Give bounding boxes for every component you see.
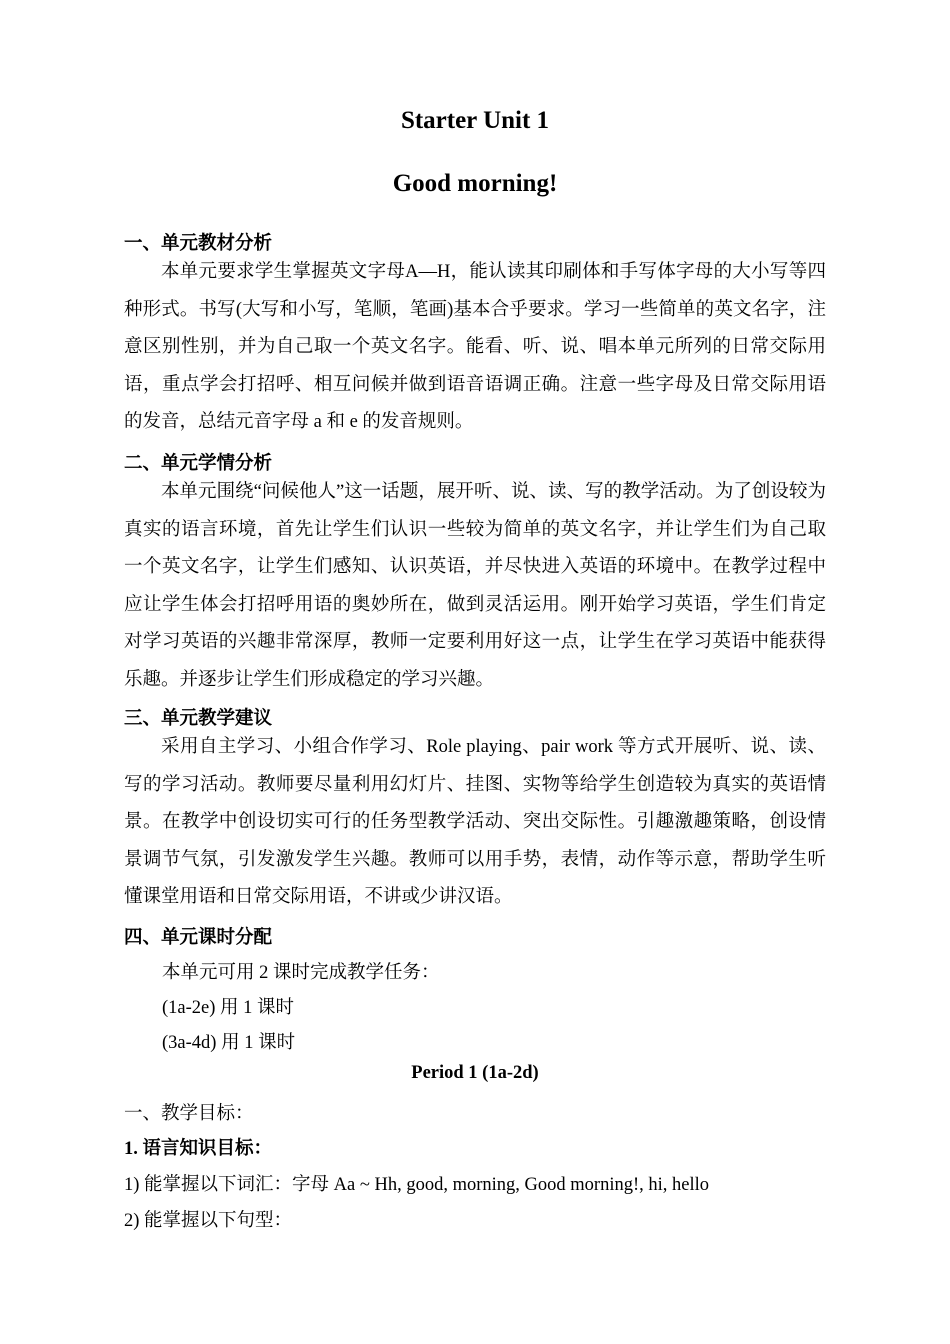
- section-paragraph-3: 采用自主学习、小组合作学习、Role playing、pair work 等方式开展听、说、读、写的学习活动。教师要尽量利用幻灯片、挂图、实物等给学生创造较为真实的英语情景。在教学中创设切实可行的任务型教学活动、突出交际性。引趣激趣策略，创设情景调节气氛，引发激发学生兴趣。教师可以用手势，表情，动作等示意，帮助学生听懂课堂用语和日常交际用语，不讲或少讲汉语。: [124, 737, 826, 907]
- schedule-line-2: (1a-2e) 用 1 课时: [162, 998, 295, 1018]
- document-title: Starter Unit 1: [400, 107, 550, 134]
- section-paragraph-2: 本单元围绕“问候他人”这一话题，展开听、说、读、写的教学活动。为了创设较为真实的语言环境，首先让学生们认识一些较为简单的英文名字，并让学生们为自己取一个英文名字，让学生们感知、认识英语，并尽快进入英语的环境中。在教学过程中应让学生体会打招呼用语的奥妙所在，做到灵活运用。刚开始学习英语，学生们肯定对学习英语的兴趣非常深厚，教师一定要利用好这一点，让学生在学习英语中能获得乐趣。并逐步让学生们形成稳定的学习兴趣。: [124, 482, 826, 690]
- section-paragraph-1: 本单元要求学生掌握英文字母A—H，能认读其印刷体和手写体字母的大小写等四种形式。书写(大写和小写，笔顺，笔画)基本合乎要求。学习一些简单的英文名字，注意区别性别，并为自己取一个英文名字。能看、听、说、唱本单元所列的日常交际用语，重点学会打招呼、相互问候并做到语音语调正确。注意一些字母及日常交际用语的发音，总结元音字母 a 和 e 的发音规则。: [124, 262, 826, 432]
- period-title: Period 1 (1a-2d): [411, 1063, 539, 1083]
- section-heading-2: 二、单元学情分析: [124, 454, 273, 474]
- goal-item-2: 2) 能掌握以下句型：: [124, 1211, 293, 1231]
- section-heading-1: 一、单元教材分析: [124, 234, 273, 254]
- document-subtitle: Good morning!: [392, 170, 558, 197]
- schedule-line-1: 本单元可用 2 课时完成教学任务：: [162, 963, 440, 983]
- schedule-line-3: (3a-4d) 用 1 课时: [162, 1033, 296, 1053]
- goal-item-1: 1) 能掌握以下词汇：字母 Aa ~ Hh, good, morning, Good morning!, hi, hello: [124, 1175, 710, 1195]
- section-heading-3: 三、单元教学建议: [124, 709, 273, 729]
- section-heading-4: 四、单元课时分配: [124, 928, 273, 948]
- goal-subheading: 1. 语言知识目标：: [124, 1139, 273, 1159]
- goal-heading: 一、教学目标：: [124, 1104, 254, 1124]
